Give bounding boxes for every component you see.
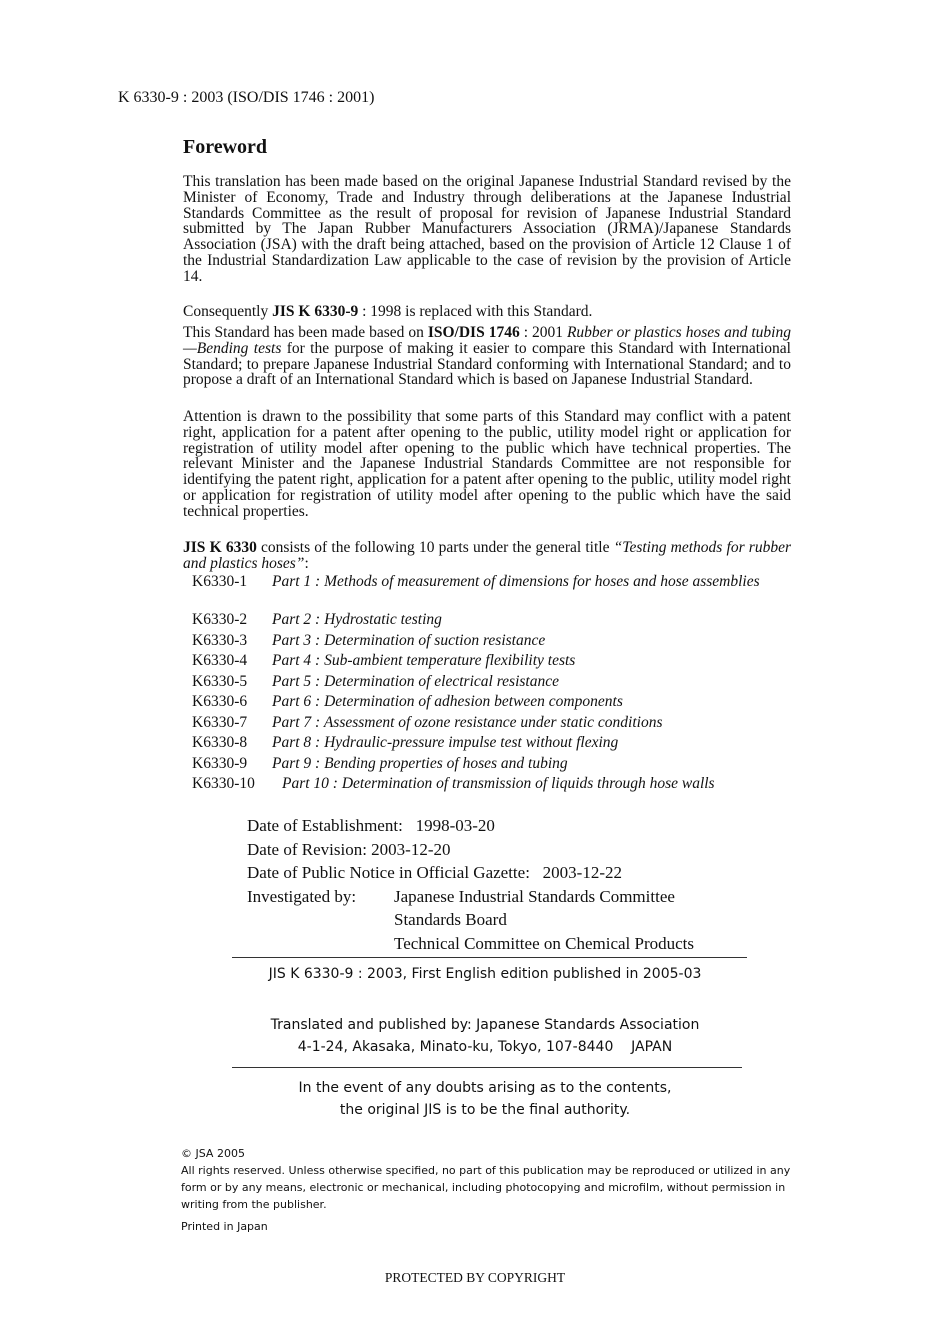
part-title: Part 1 : Methods of measurement of dimensions for hoses and hose assemblies: [272, 573, 760, 590]
parts-list: [192, 574, 802, 795]
part-item: [192, 733, 802, 754]
foreword-paragraph-5: [183, 540, 791, 572]
divider: [232, 1067, 742, 1068]
part-title: Part 8 : Hydraulic-pressure impulse test without flexing: [272, 734, 619, 751]
p2-text-post: : 1998 is replaced with this Standard.: [358, 303, 593, 320]
foreword-title: Foreword: [183, 136, 268, 158]
rights-statement: All rights reserved. Unless otherwise specified, no part of this publication may be reproduced or utilized in any form or by any means, electronic or mechanical, including photocopying and microfilm, without permission in writing from the publisher.: [181, 1164, 791, 1211]
revision-row: [247, 838, 767, 862]
part-item: [192, 631, 802, 652]
establishment-date: 1998-03-20: [415, 816, 495, 835]
foreword-paragraph-4: Attention is drawn to the possibility that some parts of this Standard may conflict with a patent right, application for a patent after opening to the public, utility model right or application for registration of utility model after opening to the public which have technical properties. The relevant Minister and the Japanese Industrial Standards Committee are not responsible for identifying the patent right, application for a patent after opening to the public, utility model right or application for registration of utility model after opening to the public which have the said technical properties.: [183, 408, 791, 520]
document-header: K 6330-9 : 2003 (ISO/DIS 1746 : 2001): [118, 89, 375, 106]
authority-line-2: the original JIS is to be the final authority.: [339, 1102, 631, 1118]
part-title: Part 2 : Hydrostatic testing: [272, 611, 442, 628]
copyright-holder: © JSA 2005: [181, 1147, 245, 1160]
part-item: [192, 754, 802, 775]
p5-standard-ref: JIS K 6330: [183, 539, 257, 556]
part-item: [192, 692, 802, 713]
p5-text-mid: consists of the following 10 parts under the general title: [256, 539, 614, 556]
divider: [232, 957, 747, 958]
foreword-paragraph-3: [183, 325, 791, 388]
part-code: K6330-10: [192, 775, 255, 792]
revision-date: 2003-12-20: [371, 839, 451, 859]
protected-footer: PROTECTED BY COPYRIGHT: [384, 1270, 566, 1285]
p5-general-title: “Testing methods for rubber and plastics hoses”: [183, 539, 791, 572]
establishment-label: Date of Establishment:: [247, 816, 403, 835]
part-code: K6330-6: [192, 693, 248, 710]
notice-row: [247, 861, 767, 885]
part-title: Part 9 : Bending properties of hoses and tubing: [272, 754, 568, 772]
p3-text-mid: : 2001: [519, 324, 567, 341]
part-title: Part 4 : Sub-ambient temperature flexibility tests: [272, 652, 576, 669]
p3-iso-title: Rubber or plastics hoses and tubing—Bending tests: [183, 324, 791, 357]
p2-standard-ref: JIS K 6330-9: [272, 303, 359, 320]
part-item: [192, 774, 802, 795]
p3-text-pre: This Standard has been made based on: [183, 324, 428, 341]
part-code: K6330-5: [192, 672, 248, 690]
investigated-row: [247, 885, 767, 956]
part-title: Part 7 : Assessment of ozone resistance under static conditions: [272, 713, 663, 731]
notice-date: 2003-12-22: [542, 863, 622, 882]
part-item: [192, 651, 802, 672]
investigated-label: Investigated by:: [247, 886, 357, 906]
part-code: K6330-1: [192, 573, 248, 590]
dates-block: [247, 814, 767, 955]
edition-note: JIS K 6330-9 : 2003, First English edition published in 2005-03: [268, 966, 702, 982]
part-item: [192, 574, 802, 610]
part-code: K6330-2: [192, 611, 248, 628]
revision-label: Date of Revision:: [247, 839, 367, 859]
investigated-line: Japanese Industrial Standards Committee: [394, 886, 675, 906]
part-code: K6330-7: [192, 713, 248, 731]
foreword-paragraph-1: This translation has been made based on the original Japanese Industrial Standard revised by the Minister of Economy, Trade and Industry through deliberations at the Japanese Industrial Standards Committee as the result of proposal for revision of Japanese Industrial Standard submitted by The Japan Rubber Manufacturers Association (JRMA)/Japanese Standards Association (JSA) with the draft being attached, based on the provision of Article 12 Clause 1 of the Industrial Standardization Law applicable to the case of revision by the provision of Article 14.: [183, 173, 791, 285]
part-code: K6330-8: [192, 734, 248, 751]
part-code: K6330-9: [192, 754, 248, 772]
p2-text-pre: Consequently: [183, 303, 273, 320]
publisher-line-2: 4-1-24, Akasaka, Minato-ku, Tokyo, 107-8440 JAPAN: [297, 1039, 673, 1055]
part-code: K6330-3: [192, 631, 248, 649]
publisher-line-1: Translated and published by: Japanese Standards Association: [270, 1017, 700, 1033]
part-item: [192, 610, 802, 631]
part-title: Part 5 : Determination of electrical resistance: [272, 672, 559, 690]
p5-text-post: :: [304, 554, 309, 572]
part-code: K6330-4: [192, 652, 248, 669]
establishment-row: [247, 814, 767, 838]
authority-line-1: In the event of any doubts arising as to the contents,: [298, 1080, 672, 1096]
part-title: Part 10 : Determination of transmission of liquids through hose walls: [282, 775, 715, 792]
investigated-line: Technical Committee on Chemical Products: [394, 933, 695, 953]
copyright-block: [181, 1145, 791, 1235]
p3-text-post: for the purpose of making it easier to compare this Standard with International Standard; to prepare Japanese Industrial Standard conforming with International Standard; and to propose a draft of an International Standard which is based on Japanese Industrial Standard.: [183, 339, 791, 389]
part-title: Part 3 : Determination of suction resistance: [272, 631, 546, 649]
printed-in: Printed in Japan: [181, 1220, 268, 1233]
part-item: [192, 672, 802, 693]
investigated-line: Standards Board: [394, 910, 507, 929]
p3-iso-ref: ISO/DIS 1746: [427, 324, 520, 341]
investigated-bodies: [394, 885, 767, 956]
part-item: [192, 713, 802, 734]
foreword-paragraph-2: [183, 304, 791, 320]
notice-label: Date of Public Notice in Official Gazette:: [247, 863, 530, 882]
part-title: Part 6 : Determination of adhesion between components: [272, 693, 623, 710]
